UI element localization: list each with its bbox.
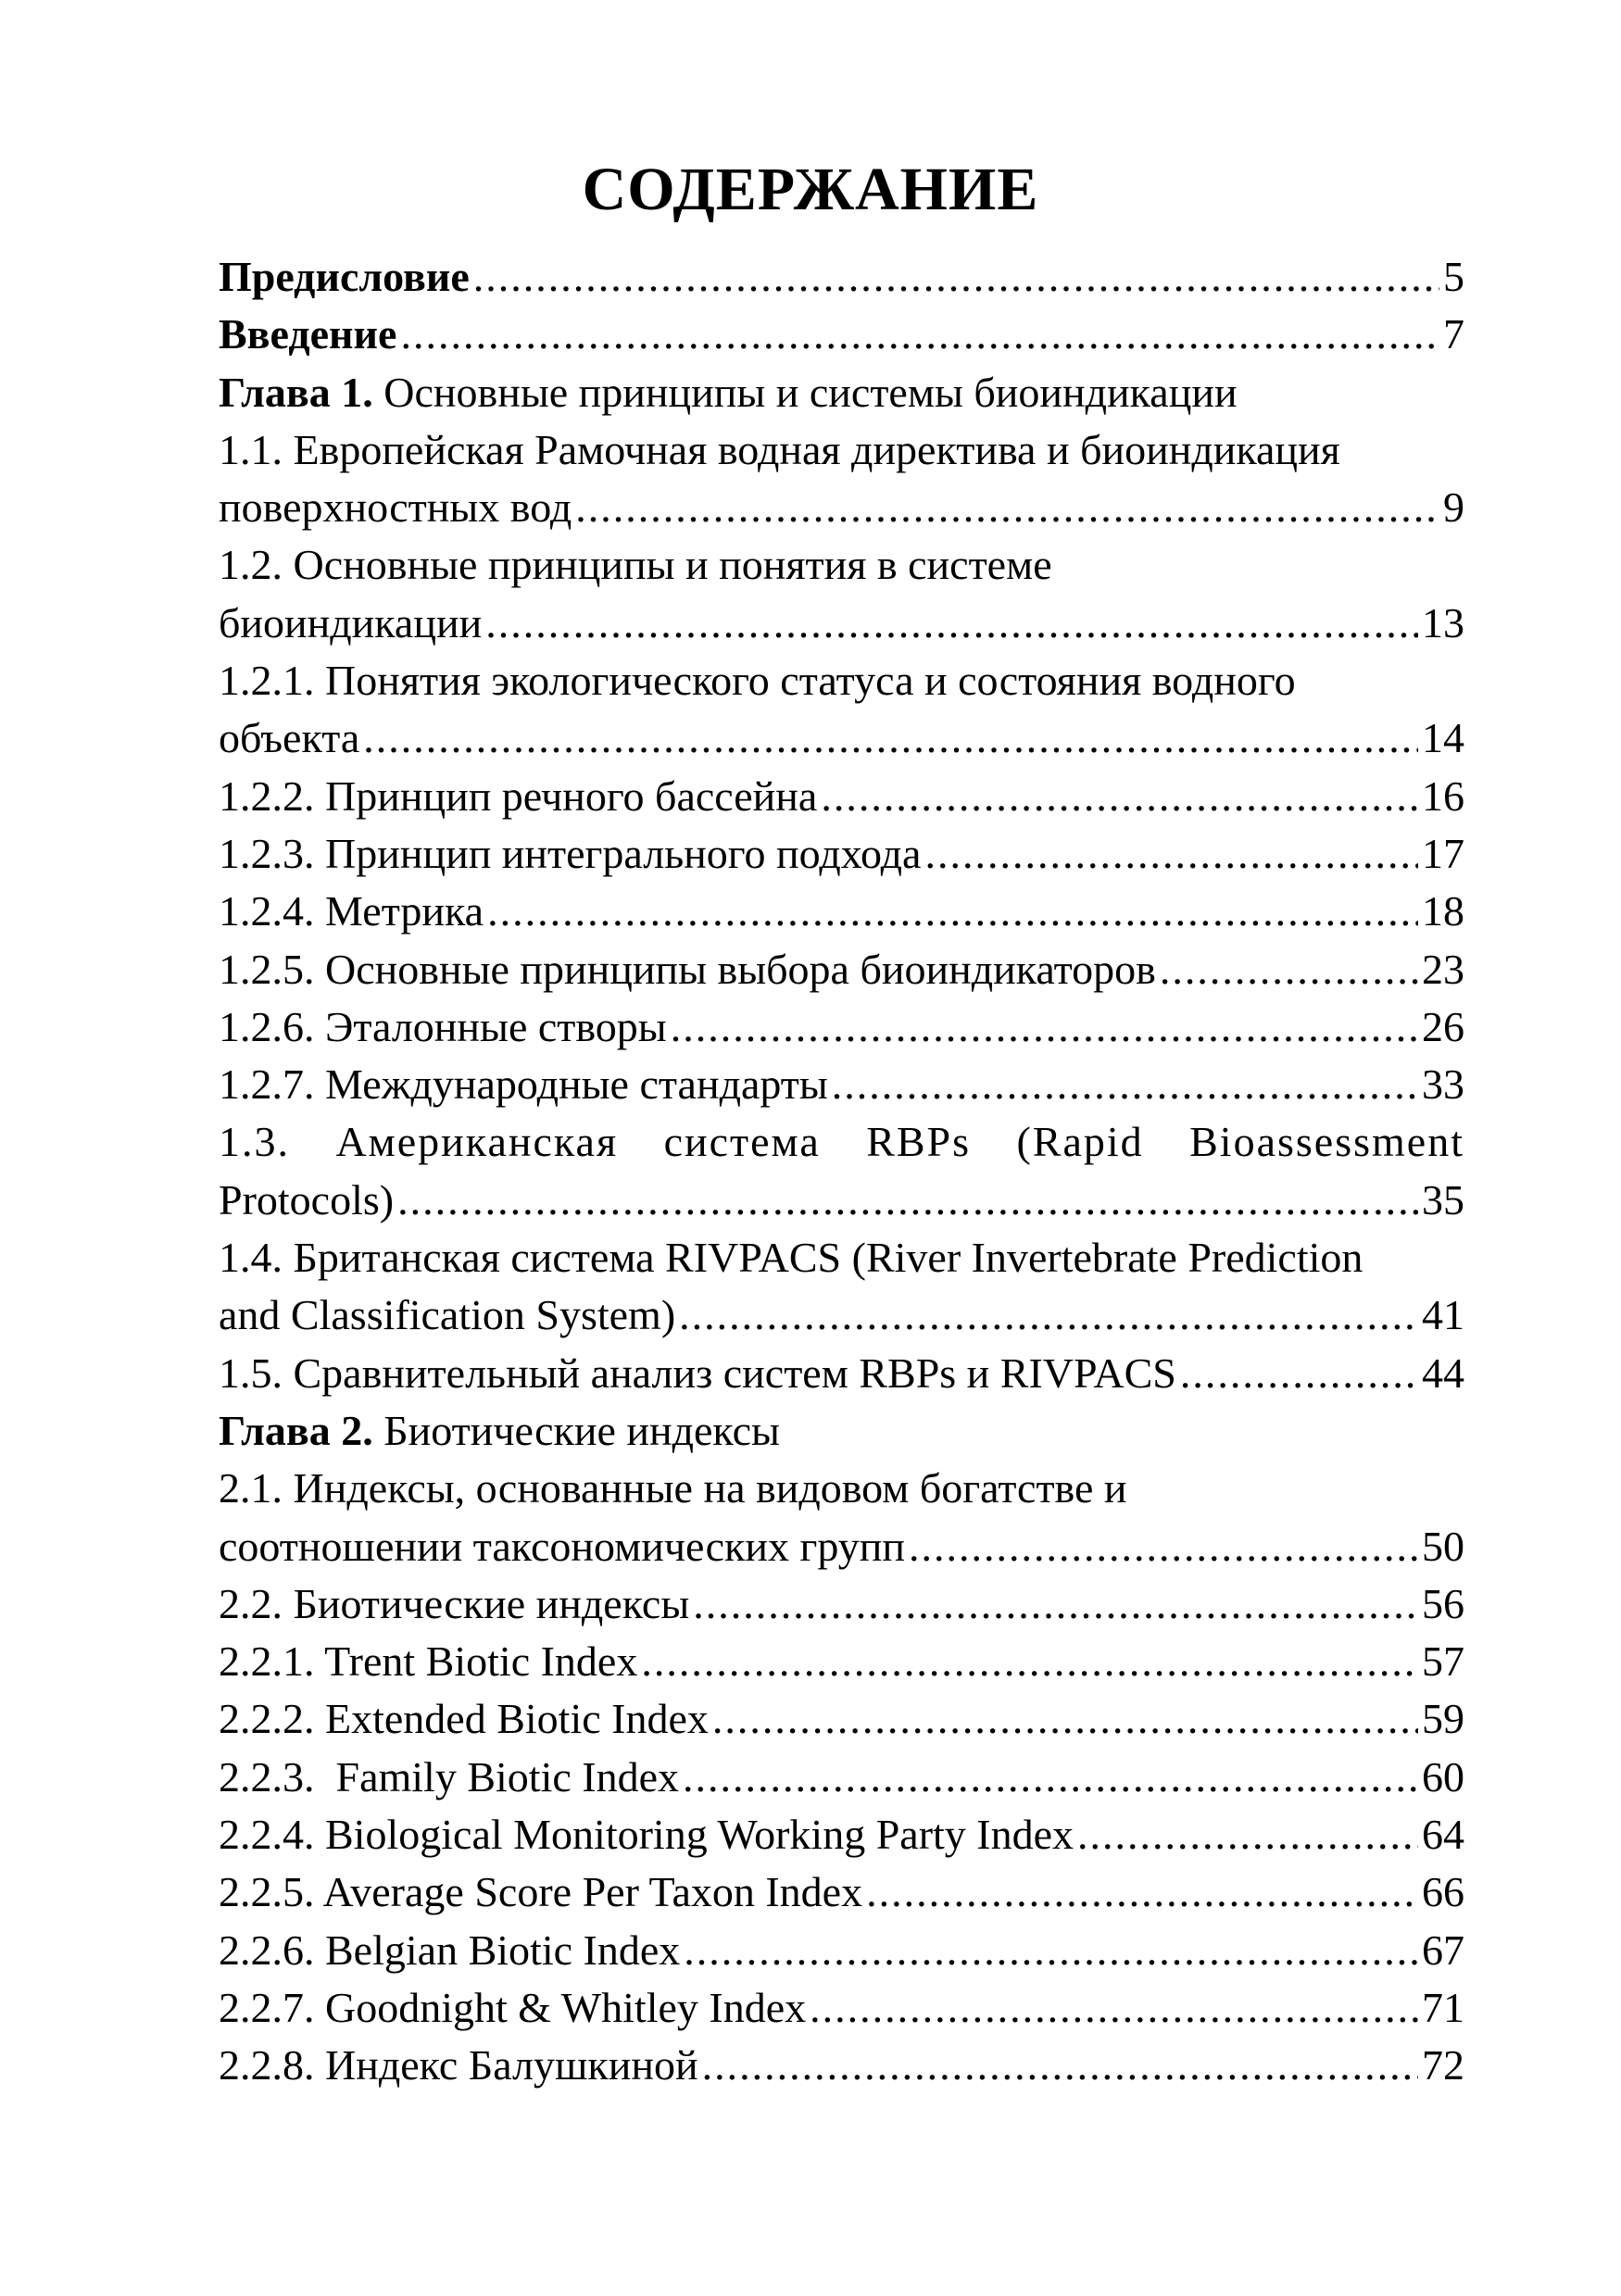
toc-entry-1-3[interactable]	[219, 1172, 1464, 1229]
toc-leader	[1160, 941, 1418, 998]
toc-page-number: 59	[1422, 1695, 1464, 1743]
toc-leader	[1077, 1806, 1418, 1863]
toc-page-number: 5	[1443, 253, 1464, 300]
toc-entry-1-2-1-line1[interactable]	[219, 652, 1464, 709]
toc-leader	[397, 1172, 1418, 1229]
toc-page-number: 57	[1422, 1637, 1464, 1686]
toc-entry-1-2-4[interactable]	[219, 883, 1464, 940]
toc-leader	[832, 1056, 1418, 1113]
toc-page-number: 66	[1422, 1868, 1464, 1916]
chapter-number: Глава 1.	[219, 368, 373, 416]
toc-label: объекта	[219, 714, 360, 762]
chapter-title: Основные принципы и системы биоиндикации	[383, 368, 1238, 416]
toc-leader	[671, 998, 1418, 1056]
toc-entry-1-1[interactable]	[219, 479, 1464, 536]
toc-leader	[485, 595, 1418, 652]
toc-entry-2-2-3[interactable]	[219, 1749, 1464, 1806]
toc-entry-1-2-1[interactable]	[219, 709, 1464, 767]
toc-label: Введение	[219, 310, 397, 358]
toc-leader	[575, 479, 1439, 536]
toc-chapter-1[interactable]	[219, 364, 1464, 421]
toc-entry-2-2[interactable]	[219, 1575, 1464, 1633]
toc-leader	[866, 1863, 1418, 1921]
toc-page-number: 60	[1422, 1752, 1464, 1800]
toc-label: соотношении таксономических групп	[219, 1522, 905, 1570]
toc-page-number: 23	[1422, 945, 1464, 993]
toc-entry-1-2-3[interactable]	[219, 825, 1464, 883]
toc-page-number: 56	[1422, 1579, 1464, 1627]
toc-page-number: 18	[1422, 887, 1464, 935]
toc-page-number: 64	[1422, 1811, 1464, 1859]
toc-label: 1.2.4. Метрика	[219, 887, 484, 935]
toc-leader	[473, 248, 1439, 306]
toc-label: Предисловие	[219, 253, 470, 300]
toc-label: and Classification System)	[219, 1291, 676, 1339]
toc-label: 1.5. Сравнительный анализ систем RBPs и RIVPACS	[219, 1349, 1176, 1397]
toc-leader	[821, 768, 1418, 825]
toc-label: 1.2.1. Понятия экологического статуса и состояния водного	[219, 657, 1296, 705]
toc-entry-1-2-5[interactable]	[219, 941, 1464, 998]
toc-label: 1.2.3. Принцип интегрального подхода	[219, 829, 922, 877]
toc-label: биоиндикации	[219, 598, 483, 646]
toc-leader	[684, 1922, 1418, 1979]
chapter-title: Биотические индексы	[383, 1406, 780, 1454]
toc-leader	[679, 1286, 1418, 1344]
toc-entry-2-2-8[interactable]	[219, 2037, 1464, 2094]
toc-entry-2-2-4[interactable]	[219, 1806, 1464, 1863]
toc-page-number: 41	[1422, 1291, 1464, 1339]
toc-page-number: 71	[1422, 1983, 1464, 2031]
toc-label: 2.2.5. Average Score Per Taxon Index	[219, 1868, 863, 1916]
toc-leader	[363, 709, 1418, 767]
toc-page-number: 72	[1422, 2041, 1464, 2089]
toc-label: 1.2.6. Эталонные створы	[219, 1002, 667, 1050]
toc-page-number: 16	[1422, 772, 1464, 820]
toc-page-number: 35	[1422, 1175, 1464, 1223]
toc-page-number: 13	[1422, 598, 1464, 646]
toc-label: 1.4. Британская система RIVPACS (River Invertebrate Prediction	[219, 1234, 1363, 1282]
toc-page-number: 50	[1422, 1522, 1464, 1570]
toc-leader	[487, 883, 1418, 940]
table-of-contents	[219, 248, 1464, 2095]
toc-leader	[810, 1979, 1418, 2037]
toc-leader	[909, 1518, 1418, 1575]
toc-label: 2.2.6. Belgian Biotic Index	[219, 1926, 681, 1974]
toc-entry-1-2-2[interactable]	[219, 768, 1464, 825]
toc-label: 1.1. Европейская Рамочная водная директива и биоиндикация	[219, 425, 1340, 473]
toc-label: 1.3. Американская система RBPs (Rapid Bioassessment	[219, 1118, 1464, 1166]
toc-entry-1-2-7[interactable]	[219, 1056, 1464, 1113]
toc-label: 2.2.4. Biological Monitoring Working Party Index	[219, 1811, 1074, 1859]
toc-chapter-2[interactable]	[219, 1402, 1464, 1460]
toc-leader	[683, 1749, 1418, 1806]
toc-entry-1-5[interactable]	[219, 1345, 1464, 1402]
toc-page-number: 33	[1422, 1060, 1464, 1109]
toc-leader	[400, 306, 1439, 363]
toc-page-number: 26	[1422, 1002, 1464, 1050]
toc-label: 2.2.3. Family Biotic Index	[219, 1752, 680, 1800]
toc-label: поверхностных вод	[219, 483, 572, 532]
toc-page-number: 14	[1422, 714, 1464, 762]
toc-page-number: 17	[1422, 829, 1464, 877]
toc-leader	[924, 825, 1418, 883]
toc-page-number: 9	[1443, 483, 1464, 532]
toc-entry-1-4-line1[interactable]	[219, 1229, 1464, 1286]
toc-entry-2-2-2[interactable]	[219, 1690, 1464, 1748]
toc-entry-2-2-5[interactable]	[219, 1863, 1464, 1921]
toc-page-number: 67	[1422, 1926, 1464, 1974]
toc-label: 2.2.8. Индекс Балушкиной	[219, 2041, 698, 2089]
page-title: СОДЕРЖАНИЕ	[582, 156, 1039, 223]
toc-label: 1.2.7. Международные стандарты	[219, 1060, 828, 1109]
toc-entry-preface[interactable]	[219, 248, 1464, 306]
toc-leader	[702, 2037, 1418, 2094]
toc-label: 2.2.2. Extended Biotic Index	[219, 1695, 709, 1743]
toc-entry-introduction[interactable]	[219, 306, 1464, 363]
toc-leader	[712, 1690, 1418, 1748]
toc-entry-2-2-1[interactable]	[219, 1633, 1464, 1690]
toc-entry-2-1[interactable]	[219, 1518, 1464, 1575]
toc-label: 2.2.7. Goodnight & Whitley Index	[219, 1983, 807, 2031]
toc-label: 1.2. Основные принципы и понятия в системе	[219, 541, 1052, 589]
toc-entry-2-1-line1[interactable]	[219, 1460, 1464, 1517]
toc-entry-1-1-line1[interactable]	[219, 421, 1464, 479]
toc-entry-1-2[interactable]	[219, 595, 1464, 652]
toc-entry-1-4[interactable]	[219, 1286, 1464, 1344]
toc-label: 2.2. Биотические индексы	[219, 1579, 690, 1627]
toc-label: Protocols)	[219, 1175, 395, 1223]
toc-leader	[641, 1633, 1418, 1690]
chapter-number: Глава 2.	[219, 1406, 373, 1454]
toc-entry-1-2-6[interactable]	[219, 998, 1464, 1056]
toc-page-number: 7	[1443, 310, 1464, 358]
toc-leader	[693, 1575, 1418, 1633]
toc-label: 2.2.1. Trent Biotic Index	[219, 1637, 638, 1686]
toc-page-number: 44	[1422, 1349, 1464, 1397]
toc-entry-2-2-6[interactable]	[219, 1922, 1464, 1979]
toc-entry-2-2-7[interactable]	[219, 1979, 1464, 2037]
toc-entry-1-3-line1[interactable]	[219, 1113, 1464, 1171]
toc-leader	[1180, 1345, 1418, 1402]
toc-label: 2.1. Индексы, основанные на видовом богатстве и	[219, 1464, 1127, 1512]
toc-entry-1-2-line1[interactable]	[219, 536, 1464, 594]
toc-label: 1.2.2. Принцип речного бассейна	[219, 772, 818, 820]
toc-label: 1.2.5. Основные принципы выбора биоиндикаторов	[219, 945, 1156, 993]
